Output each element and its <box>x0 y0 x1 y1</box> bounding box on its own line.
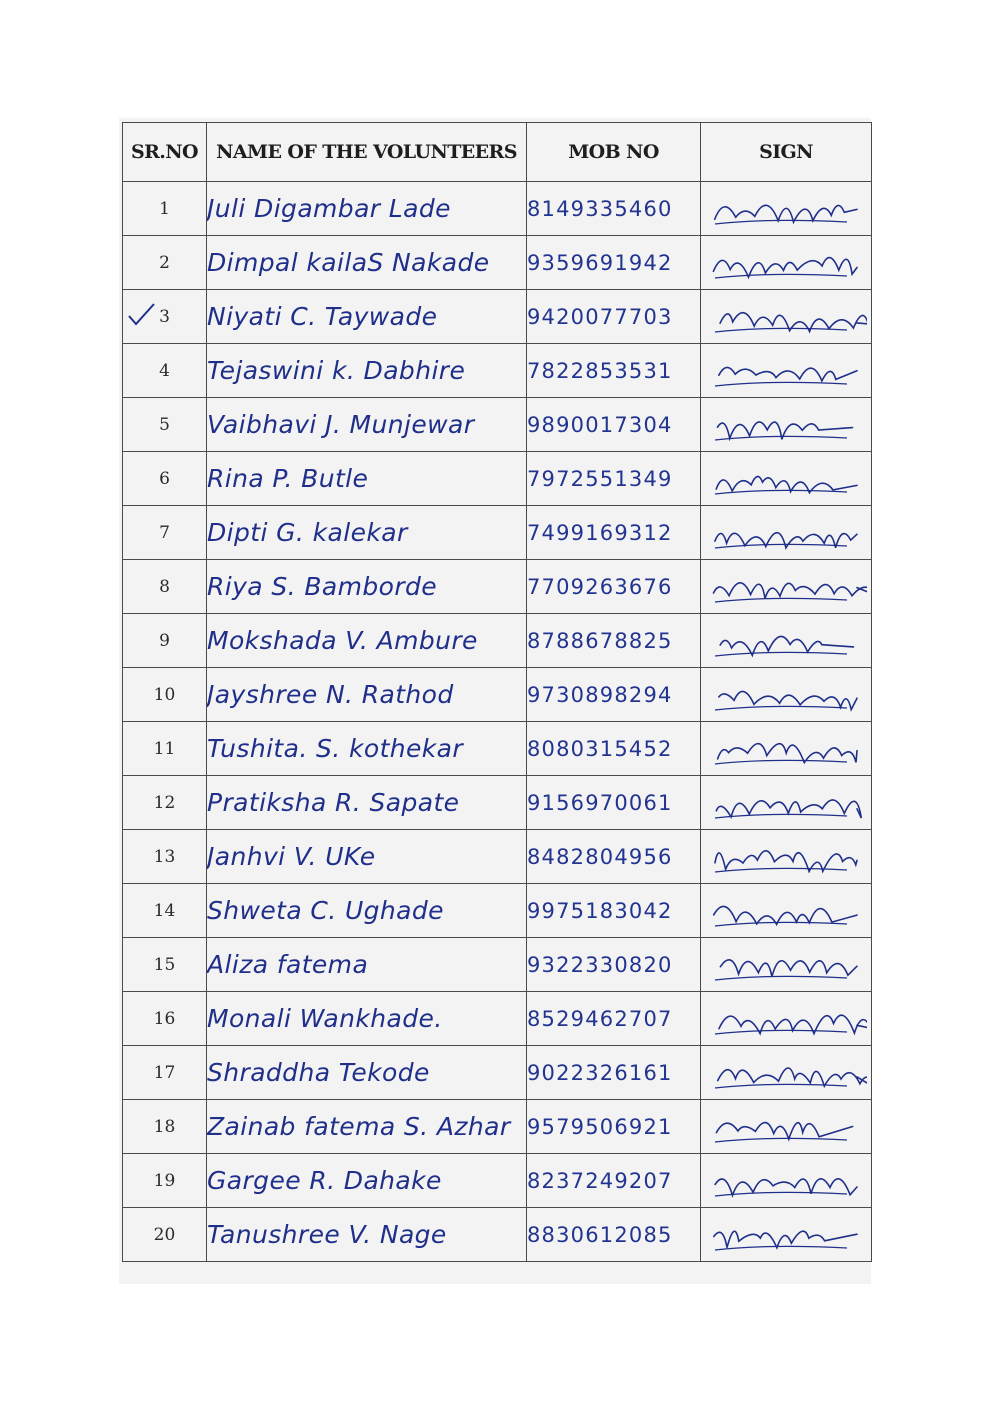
volunteer-name: Dipti G. kalekar <box>207 506 527 560</box>
sr-no-cell <box>123 1046 207 1100</box>
table-body <box>123 182 872 1262</box>
signature-icon <box>707 1158 867 1203</box>
signature-icon <box>707 510 867 555</box>
signature-cell <box>701 1046 872 1100</box>
signature-icon <box>707 456 867 501</box>
header-row <box>123 123 872 182</box>
signature-icon <box>707 942 867 987</box>
signature-cell <box>701 992 872 1046</box>
table-row <box>123 938 872 992</box>
volunteer-name: Mokshada V. Ambure <box>207 614 527 668</box>
sr-no-text: 9 <box>159 630 170 651</box>
volunteer-name: Gargee R. Dahake <box>207 1154 527 1208</box>
volunteer-name: Tejaswini k. Dabhire <box>207 344 527 398</box>
signature-cell <box>701 398 872 452</box>
table-row <box>123 1208 872 1262</box>
signature-cell <box>701 290 872 344</box>
signature-icon <box>707 402 867 447</box>
sr-no-cell <box>123 722 207 776</box>
mobile-number: 9975183042 <box>527 884 701 938</box>
table-row <box>123 236 872 290</box>
volunteer-name: Juli Digambar Lade <box>207 182 527 236</box>
mobile-number: 8830612085 <box>527 1208 701 1262</box>
signature-icon <box>707 780 867 825</box>
table-row <box>123 668 872 722</box>
sr-no-cell <box>123 182 207 236</box>
mobile-number: 7972551349 <box>527 452 701 506</box>
sr-no-cell <box>123 344 207 398</box>
signature-cell <box>701 344 872 398</box>
sr-no-cell <box>123 560 207 614</box>
check-mark-icon <box>127 302 157 328</box>
volunteer-table <box>122 122 872 1262</box>
sr-no-text: 13 <box>153 846 176 867</box>
sr-no-text: 18 <box>153 1116 176 1137</box>
table-row <box>123 830 872 884</box>
table-row <box>123 452 872 506</box>
volunteer-register <box>122 122 871 1280</box>
signature-icon <box>707 888 867 933</box>
sr-no-text: 5 <box>159 414 170 435</box>
mobile-number: 9359691942 <box>527 236 701 290</box>
volunteer-name: Vaibhavi J. Munjewar <box>207 398 527 452</box>
mobile-number: 9420077703 <box>527 290 701 344</box>
volunteer-name: Niyati C. Taywade <box>207 290 527 344</box>
table-row <box>123 290 872 344</box>
mobile-number: 9730898294 <box>527 668 701 722</box>
sr-no-text: 4 <box>159 360 170 381</box>
sr-no-cell <box>123 290 207 344</box>
sr-no-cell <box>123 398 207 452</box>
volunteer-name: Riya S. Bamborde <box>207 560 527 614</box>
signature-icon <box>707 834 867 879</box>
header-name: NAME OF THE VOLUNTEERS <box>207 123 527 182</box>
mobile-number: 9579506921 <box>527 1100 701 1154</box>
table-row <box>123 776 872 830</box>
volunteer-name: Janhvi V. UKe <box>207 830 527 884</box>
sr-no-cell <box>123 884 207 938</box>
sr-no-text: 2 <box>159 252 170 273</box>
sr-no-cell <box>123 992 207 1046</box>
sr-no-text: 12 <box>153 792 176 813</box>
signature-cell <box>701 182 872 236</box>
sr-no-text: 1 <box>159 198 170 219</box>
volunteer-name: Monali Wankhade. <box>207 992 527 1046</box>
volunteer-name: Aliza fatema <box>207 938 527 992</box>
sr-no-cell <box>123 236 207 290</box>
signature-cell <box>701 560 872 614</box>
volunteer-name: Zainab fatema S. Azhar <box>207 1100 527 1154</box>
sr-no-text: 17 <box>153 1062 176 1083</box>
sr-no-cell <box>123 1208 207 1262</box>
mobile-number: 7709263676 <box>527 560 701 614</box>
table-row <box>123 506 872 560</box>
sr-no-text: 14 <box>153 900 176 921</box>
mobile-number: 9322330820 <box>527 938 701 992</box>
signature-icon <box>707 348 867 393</box>
signature-cell <box>701 938 872 992</box>
signature-cell <box>701 776 872 830</box>
sr-no-text: 10 <box>153 684 176 705</box>
header-sign: SIGN <box>701 123 872 182</box>
mobile-number: 8149335460 <box>527 182 701 236</box>
signature-cell <box>701 830 872 884</box>
sr-no-text: 11 <box>153 738 176 759</box>
volunteer-name: Jayshree N. Rathod <box>207 668 527 722</box>
signature-icon <box>707 564 867 609</box>
header-sr-no: SR.NO <box>123 123 207 182</box>
sr-no-text: 15 <box>153 954 176 975</box>
table-row <box>123 722 872 776</box>
sr-no-text: 7 <box>159 522 170 543</box>
table-row <box>123 614 872 668</box>
signature-icon <box>707 672 867 717</box>
mobile-number: 9156970061 <box>527 776 701 830</box>
volunteer-name: Pratiksha R. Sapate <box>207 776 527 830</box>
sr-no-text: 19 <box>153 1170 176 1191</box>
sr-no-cell <box>123 1100 207 1154</box>
mobile-number: 7822853531 <box>527 344 701 398</box>
signature-cell <box>701 614 872 668</box>
signature-icon <box>707 1050 867 1095</box>
header-mob-no: MOB NO <box>527 123 701 182</box>
signature-cell <box>701 884 872 938</box>
mobile-number: 7499169312 <box>527 506 701 560</box>
signature-icon <box>707 294 867 339</box>
sr-no-text: 8 <box>159 576 170 597</box>
signature-cell <box>701 506 872 560</box>
sr-no-cell <box>123 938 207 992</box>
signature-icon <box>707 1212 867 1257</box>
volunteer-name: Shweta C. Ughade <box>207 884 527 938</box>
sr-no-text: 16 <box>153 1008 176 1029</box>
signature-cell <box>701 1100 872 1154</box>
sr-no-text: 6 <box>159 468 170 489</box>
signature-icon <box>707 618 867 663</box>
table-row <box>123 182 872 236</box>
signature-cell <box>701 452 872 506</box>
signature-icon <box>707 996 867 1041</box>
volunteer-name: Tushita. S. kothekar <box>207 722 527 776</box>
signature-cell <box>701 668 872 722</box>
sr-no-text: 20 <box>153 1224 176 1245</box>
table-row <box>123 560 872 614</box>
mobile-number: 8482804956 <box>527 830 701 884</box>
volunteer-name: Tanushree V. Nage <box>207 1208 527 1262</box>
mobile-number: 9890017304 <box>527 398 701 452</box>
sr-no-cell <box>123 830 207 884</box>
table-row <box>123 344 872 398</box>
signature-icon <box>707 240 867 285</box>
signature-icon <box>707 186 867 231</box>
sr-no-cell <box>123 452 207 506</box>
table-row <box>123 1046 872 1100</box>
mobile-number: 8788678825 <box>527 614 701 668</box>
signature-cell <box>701 1154 872 1208</box>
signature-icon <box>707 726 867 771</box>
table-row <box>123 992 872 1046</box>
sr-no-cell <box>123 668 207 722</box>
sr-no-cell <box>123 1154 207 1208</box>
sr-no-text: 3 <box>159 306 170 327</box>
mobile-number: 8529462707 <box>527 992 701 1046</box>
signature-cell <box>701 1208 872 1262</box>
table-row <box>123 1100 872 1154</box>
sr-no-cell <box>123 506 207 560</box>
table-row <box>123 884 872 938</box>
table-row <box>123 1154 872 1208</box>
mobile-number: 8080315452 <box>527 722 701 776</box>
mobile-number: 8237249207 <box>527 1154 701 1208</box>
table-row <box>123 398 872 452</box>
sr-no-cell <box>123 614 207 668</box>
mobile-number: 9022326161 <box>527 1046 701 1100</box>
volunteer-name: Dimpal kailaS Nakade <box>207 236 527 290</box>
signature-icon <box>707 1104 867 1149</box>
volunteer-name: Shraddha Tekode <box>207 1046 527 1100</box>
signature-cell <box>701 236 872 290</box>
sr-no-cell <box>123 776 207 830</box>
volunteer-name: Rina P. Butle <box>207 452 527 506</box>
signature-cell <box>701 722 872 776</box>
